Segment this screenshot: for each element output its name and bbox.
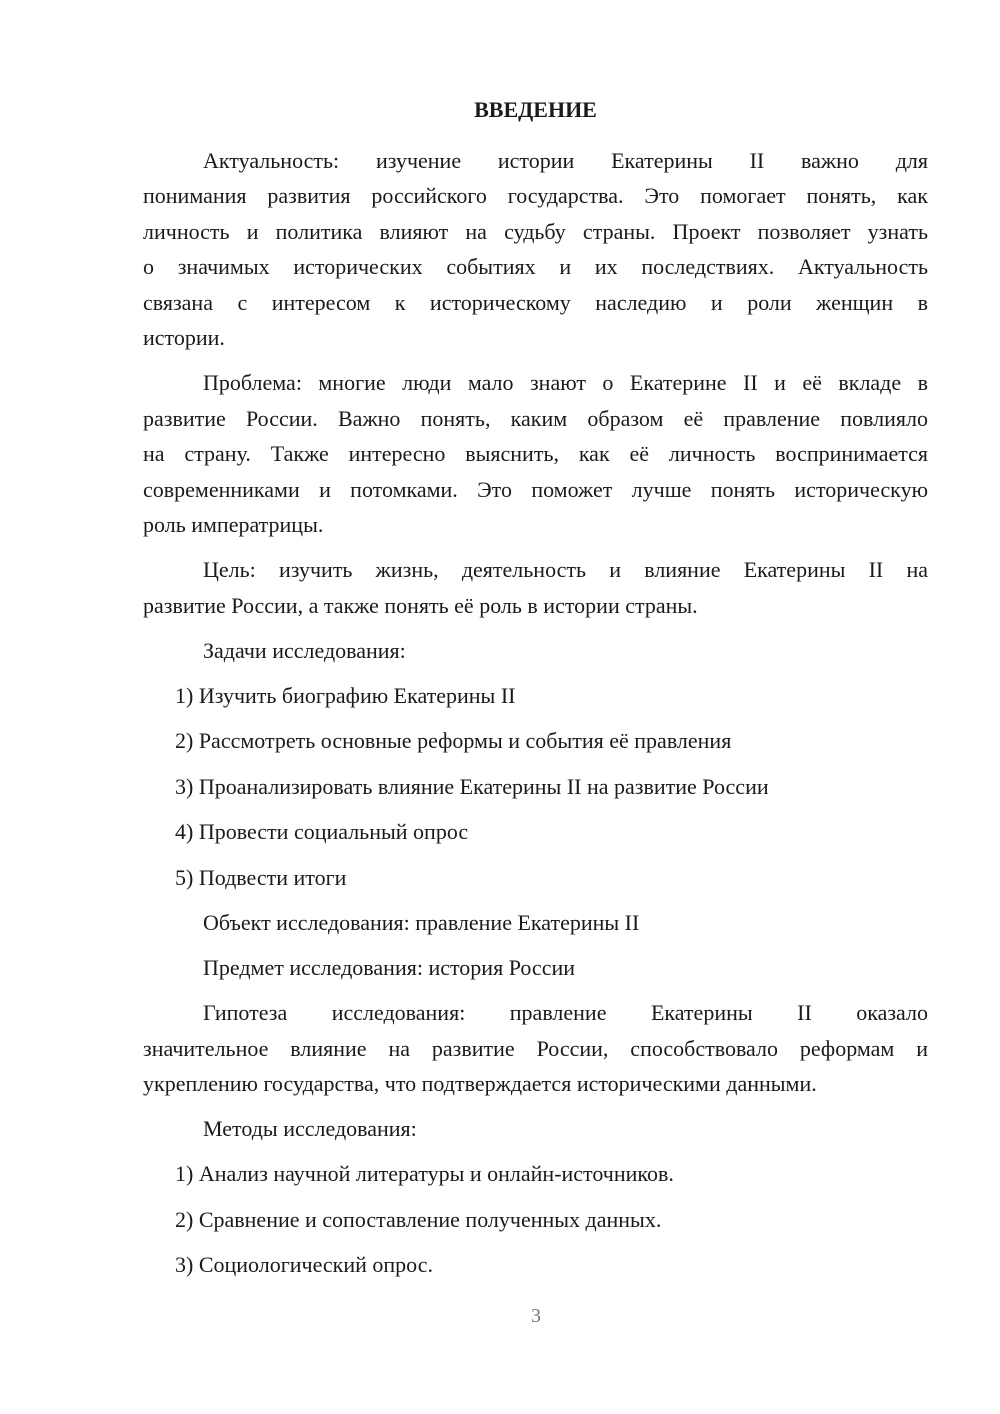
list-item: 2) Сравнение и сопоставление полученных данных. bbox=[175, 1206, 662, 1232]
paragraph-line: Объект исследования: правление Екатерины II bbox=[203, 910, 640, 935]
paragraph-line: на страну. Также интересно выяснить, как её личность воспринимается bbox=[143, 441, 928, 466]
list-item: 4) Провести социальный опрос bbox=[175, 819, 469, 844]
document-page bbox=[143, 92, 928, 1293]
paragraph-line: Задачи исследования: bbox=[203, 637, 406, 663]
paragraph bbox=[143, 905, 928, 941]
paragraph-line: укреплению государства, что подтверждается историческими данными. bbox=[143, 1071, 817, 1096]
paragraph-line: Проблема: многие люди мало знают о Екатерине II и её вкладе в bbox=[203, 370, 928, 395]
paragraph-line: о значимых исторических событиях и их последствиях. Актуальность bbox=[143, 254, 928, 279]
list-item: 3) Социологический опрос. bbox=[175, 1252, 433, 1277]
paragraph bbox=[143, 633, 928, 669]
paragraph bbox=[143, 995, 928, 1102]
list-item: 1) Анализ научной литературы и онлайн-источников. bbox=[175, 1161, 674, 1186]
page-number: 3 bbox=[531, 1305, 541, 1327]
paragraph-line: развитие России. Важно понять, каким образом её правление повлияло bbox=[143, 405, 928, 431]
paragraph-line: Методы исследования: bbox=[203, 1116, 417, 1141]
paragraph bbox=[143, 143, 928, 356]
paragraph-line: истории. bbox=[143, 325, 225, 350]
paragraph-line: современниками и потомками. Это поможет лучше понять историческую bbox=[143, 476, 928, 502]
paragraph-line: значительное влияние на развитие России, способствовало реформам и bbox=[143, 1035, 928, 1061]
paragraph-line: Предмет исследования: история России bbox=[203, 955, 576, 980]
paragraph bbox=[143, 365, 928, 543]
list-item: 5) Подвести итоги bbox=[175, 864, 347, 890]
paragraph-line: Гипотеза исследования: правление Екатерины II оказало bbox=[203, 1000, 928, 1025]
paragraph-line: личность и политика влияют на судьбу страны. Проект позволяет узнать bbox=[143, 218, 928, 244]
paragraph-line: развитие России, а также понять её роль в истории страны. bbox=[143, 592, 698, 618]
list-item: 2) Рассмотреть основные реформы и события её правления bbox=[175, 728, 732, 753]
list-item: 1) Изучить биографию Екатерины II bbox=[175, 682, 516, 708]
section-title: ВВЕДЕНИЕ bbox=[474, 97, 597, 122]
paragraph-line: связана с интересом к историческому наследию и роли женщин в bbox=[143, 289, 928, 315]
paragraph-line: роль императрицы. bbox=[143, 512, 324, 537]
paragraph bbox=[143, 552, 928, 623]
list-item: 3) Проанализировать влияние Екатерины II на развитие России bbox=[175, 773, 769, 799]
paragraph-line: Актуальность: изучение истории Екатерины II важно для bbox=[203, 147, 928, 173]
document-body bbox=[143, 143, 928, 1283]
paragraph-line: Цель: изучить жизнь, деятельность и влияние Екатерины II на bbox=[203, 557, 928, 582]
paragraph bbox=[143, 950, 928, 986]
paragraph bbox=[143, 1111, 928, 1147]
paragraph-line: понимания развития российского государства. Это помогает понять, как bbox=[143, 183, 928, 208]
